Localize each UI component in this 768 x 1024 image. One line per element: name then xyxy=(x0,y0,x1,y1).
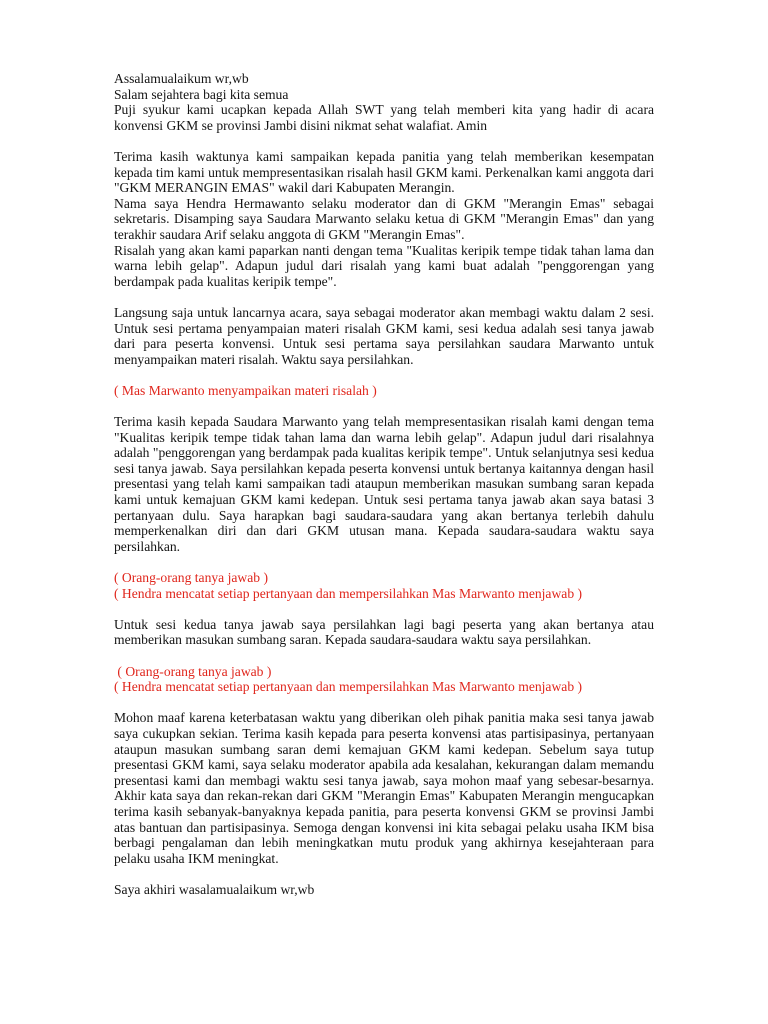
greeting-line: Salam sejahtera bagi kita semua xyxy=(114,86,289,102)
paragraph-gap xyxy=(114,695,654,711)
document-page xyxy=(114,71,654,897)
sessions-paragraph: Langsung saja untuk lancarnya acara, saya sebagai moderator akan membagi waktu dalam 2 sesi. Untuk sesi pertama penyampaian materi risalah GKM kami, sesi kedua adalah sesi tanya jawab dari para peserta konvensi. Untuk sesi pertama saya persilahkan saudara Marwanto untuk menyampaikan materi risalah. Waktu saya persilahkan. xyxy=(114,304,654,367)
paragraph-gap xyxy=(114,601,654,617)
paragraph-gap xyxy=(114,133,654,149)
introduction-paragraph: Nama saya Hendra Hermawanto selaku moderator dan di GKM "Merangin Emas" sebagai sekretaris. Disamping saya Saudara Marwanto selaku ketua di GKM "Merangin Emas" dan yang terakhir saudara Arif selaku anggota di GKM "Merangin Emas". xyxy=(114,195,654,242)
closing-paragraph: Mohon maaf karena keterbatasan waktu yang diberikan oleh pihak panitia maka sesi tanya jawab saya cukupkan sekian. Terima kasih kepada para peserta konvensi atas partisipasinya, pertanyaan ataupun masukan sumbang saran demi kemajuan GKM kami kedepan. Sebelum saya tutup presentasi GKM kami, saya selaku moderator apabila ada kesalahan, kekurangan dalam memandu presentasi kami dan membagi waktu sesi tanya jawab, saya mohon maaf yang sebesar-besarnya. Akhir kata saya dan rekan-rekan dari GKM "Merangin Emas" Kabupaten Merangin mengucapkan terima kasih sebanyak-banyaknya kepada panitia, para peserta konvensi GKM se provinsi Jambi atas bantuan dan partisipasinya. Semoga dengan konvensi ini kita sebagai pelaku usaha IKM bisa berbagi pengalaman dan lebih meningkatkan mutu produk yang akhirnya kesejahteraan para pelaku usaha IKM meningkat. xyxy=(114,710,654,866)
opening-paragraph: Puji syukur kami ucapkan kepada Allah SWT yang telah memberi kita yang hadir di acara konvensi GKM se provinsi Jambi disini nikmat sehat walafiat. Amin xyxy=(114,102,654,133)
stage-direction: ( Orang-orang tanya jawab ) xyxy=(114,570,268,585)
paragraph-gap xyxy=(114,554,654,570)
stage-direction: ( Hendra mencatat setiap pertanyaan dan mempersilahkan Mas Marwanto menjawab ) xyxy=(114,585,583,601)
paragraph-gap xyxy=(114,866,654,882)
farewell-line: Saya akhiri wasalamualaikum wr,wb xyxy=(114,881,315,897)
greeting-line: Assalamualaikum wr,wb xyxy=(114,71,249,86)
paragraph-gap xyxy=(114,398,654,414)
paragraph-gap xyxy=(114,648,654,664)
paragraph-gap xyxy=(114,289,654,305)
stage-direction: ( Mas Marwanto menyampaikan materi risalah ) xyxy=(114,382,377,398)
stage-direction: ( Hendra mencatat setiap pertanyaan dan mempersilahkan Mas Marwanto menjawab ) xyxy=(114,679,583,695)
second-session-paragraph: Untuk sesi kedua tanya jawab saya persilahkan lagi bagi peserta yang akan bertanya atau memberikan masukan sumbang saran. Kepada saudara-saudara waktu saya persilahkan. xyxy=(114,616,654,648)
thanks-paragraph: Terima kasih waktunya kami sampaikan kepada panitia yang telah memberikan kesempatan kepada tim kami untuk mempresentasikan risalah hasil GKM kami. Perkenalkan kami anggota dari "GKM MERANGIN EMAS" wakil dari Kabupaten Merangin. xyxy=(114,148,654,196)
stage-direction: ( Orang-orang tanya jawab ) xyxy=(114,663,272,679)
after-presentation-paragraph: Terima kasih kepada Saudara Marwanto yang telah mempresentasikan risalah kami dengan tema "Kualitas keripik tempe tidak tahan lama dan warna lebih gelap". Adapun judul dari risalahnya adalah "penggorengan yang berdampak pada kualitas keripik tempe". Untuk selanjutnya sesi kedua sesi tanya jawab. Saya persilahkan kepada peserta konvensi untuk bertanya kaitannya dengan hasil presentasi yang telah kami sampaikan tadi ataupun memberikan masukan sumbang saran kepada kami untuk kemajuan GKM kami kedepan. Untuk sesi pertama tanya jawab akan saya batasi 3 pertanyaan dulu. Saya harapkan bagi saudara-saudara yang akan bertanya terlebih dahulu memperkenalkan diri dan dari GKM utusan mana. Kepada saudara-saudara waktu saya persilahkan. xyxy=(114,414,654,554)
paragraph-gap xyxy=(114,367,654,383)
theme-paragraph: Risalah yang akan kami paparkan nanti dengan tema "Kualitas keripik tempe tidak tahan lama dan warna lebih gelap". Adapun judul dari risalah yang kami buat adalah "penggorengan yang berdampak pada kualitas keripik tempe". xyxy=(114,242,654,289)
